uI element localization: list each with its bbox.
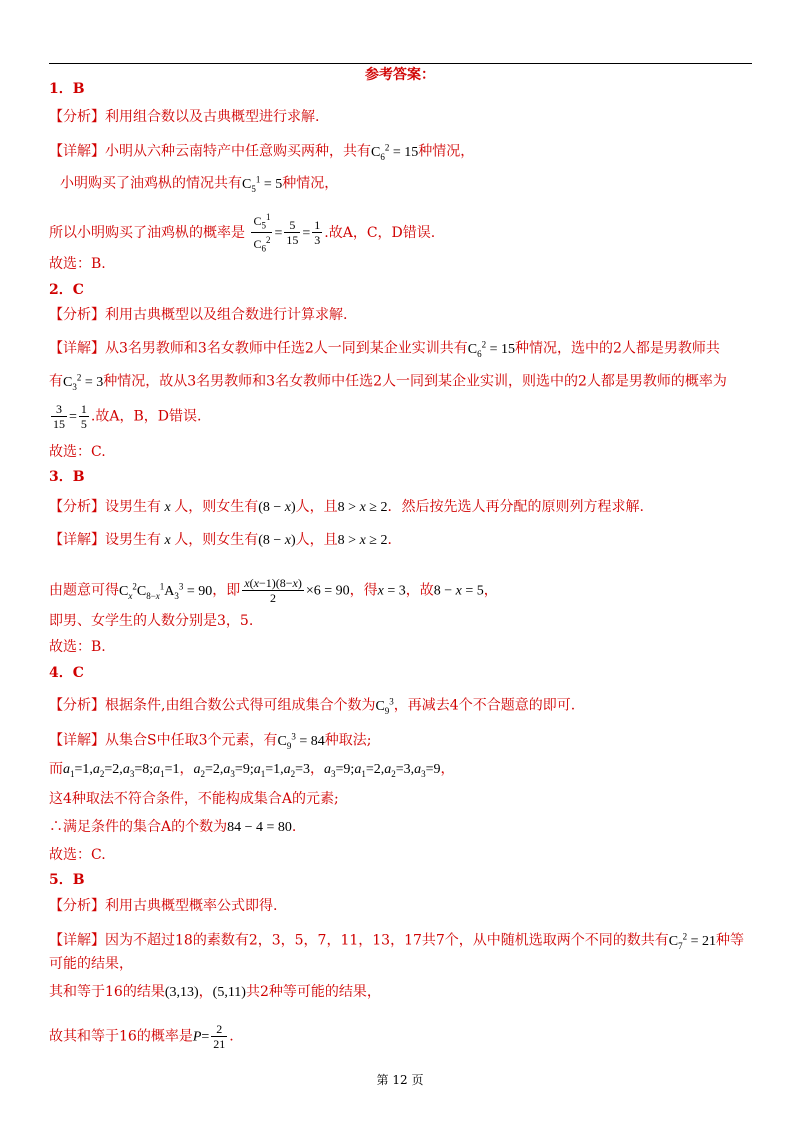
q5-number: 5．B <box>49 872 85 888</box>
q5-detail-3: 其和等于16的结果(3,13)，(5,11)共2种等可能的结果， <box>49 984 381 1000</box>
q4-detail-4: ∴满足条件的集合A的个数为84 − 4 = 80. <box>49 819 297 835</box>
q2-answer: 故选：C. <box>49 444 106 460</box>
q4-detail-3: 这4种取法不符合条件，不能构成集合A的元素; <box>49 791 339 807</box>
q3-number: 3．B <box>49 469 85 485</box>
q5-detail-4: 故其和等于16的概率是P= $\frac{2}{21}$ . <box>49 1022 234 1051</box>
q1-analysis: 【分析】利用组合数以及古典概型进行求解. <box>49 109 320 125</box>
q4-detail-2: 而$a_1=1,a_2=2,a_3=8;a_1=1$，$a_2=2,a_3=9;a_1=1,a_2=3$，$a_3=9;a_1=2,a_2=3,a_3=9$， <box>49 761 455 779</box>
q1-number: 1．B <box>49 81 85 97</box>
q2-detail-2: 有$C_3^2 = 3$种情况，故从3名男教师和3名女教师中任选2人一同到某企业实训，则选中的2人都是男教师的概率为 <box>49 372 727 392</box>
q3-analysis: 【分析】设男生有 x 人，则女生有(8 − x)人，且8 > x ≥ 2．然后按先选人再分配的原则列方程求解. <box>49 499 644 515</box>
q1-detail-2: 小明购买了油鸡枞的情况共有$C_5^1 = 5$种情况， <box>60 174 339 194</box>
q5-detail-1: 【详解】因为不超过18的素数有2，3，5，7，11，13，17共7个，从中随机选取两个不同的数共有$C_7^2 = 21$种等 <box>49 931 745 951</box>
q1-answer: 故选：B. <box>49 256 106 272</box>
q1-detail-3: 所以小明购买了油鸡枞的概率是 $\frac{C_5^1}{C_6^2}$ = $\frac{5}{15}$ = $\frac{1}{3}$ .故A，C，D错误. <box>49 212 436 254</box>
q3-detail-3: 即男、女学生的人数分别是3，5. <box>49 613 254 629</box>
q3-detail-2: 由题意可得$C_x^2C_{8-x}^1A_3^3 = 90$，即 $\frac{x(x-1)(8-x)}{2}$ ×6 = 90，得x = 3，故8 − x = 5， <box>49 576 498 605</box>
q4-detail-1: 【详解】从集合S中任取3个元素，有$C_9^3 = 84$种取法; <box>49 731 372 751</box>
q2-detail-1: 【详解】从3名男教师和3名女教师中任选2人一同到某企业实训共有$C_6^2 = 15$种情况，选中的2人都是男教师共 <box>49 339 720 359</box>
q1-detail-1: 【详解】小明从六种云南特产中任意购买两种，共有$C_6^2 = 15$种情况， <box>49 142 475 162</box>
q2-number: 2．C <box>49 282 84 298</box>
q4-number: 4．C <box>49 665 84 681</box>
q3-answer: 故选：B. <box>49 639 106 655</box>
page-footer: 第 12 页 <box>376 1073 424 1087</box>
page-title: 参考答案： <box>365 67 435 83</box>
q4-analysis: 【分析】根据条件,由组合数公式得可组成集合个数为$C_9^3$，再减去4个不合题意的即可. <box>49 696 576 716</box>
q5-detail-2: 可能的结果， <box>49 956 133 972</box>
q5-analysis: 【分析】利用古典概型概率公式即得. <box>49 898 278 914</box>
q4-answer: 故选：C. <box>49 847 106 863</box>
q2-detail-3: $\frac{3}{15}$ = $\frac{1}{5}$ .故A，B，D错误. <box>53 402 202 431</box>
q2-analysis: 【分析】利用古典概型以及组合数进行计算求解. <box>49 307 348 323</box>
q3-detail-1: 【详解】设男生有 x 人，则女生有(8 − x)人，且8 > x ≥ 2． <box>49 532 402 548</box>
